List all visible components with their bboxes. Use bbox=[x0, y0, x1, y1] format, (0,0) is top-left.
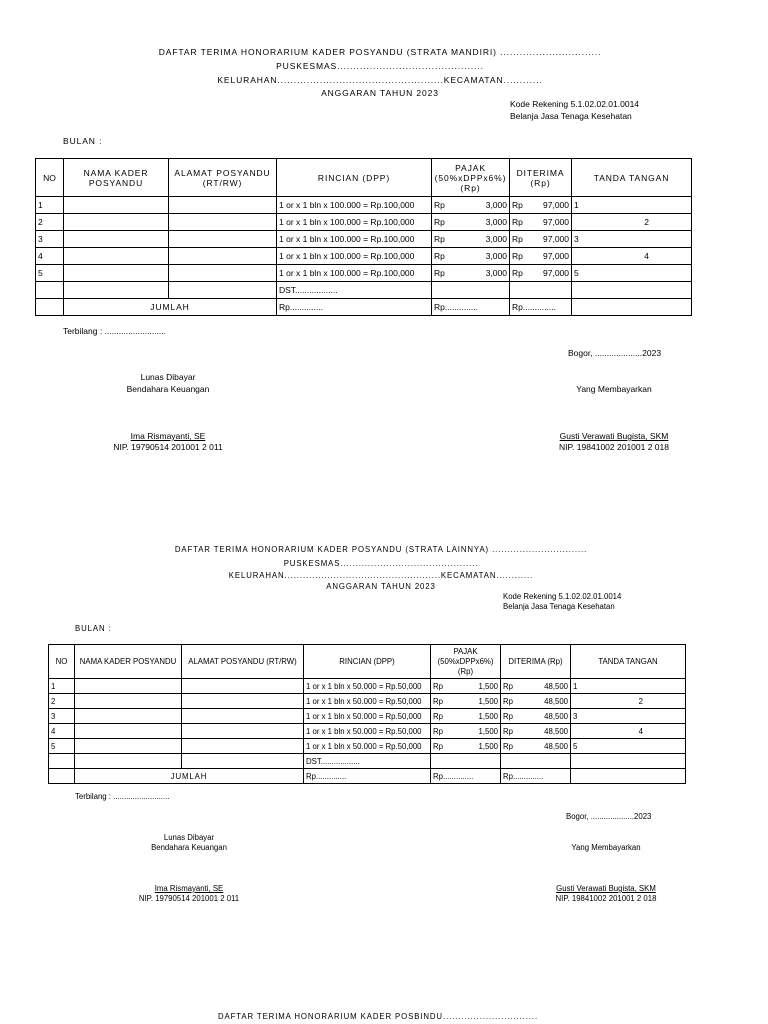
diterima-value: 97,000 bbox=[543, 251, 569, 261]
row-alamat[interactable] bbox=[169, 265, 277, 282]
row-no: 5 bbox=[49, 739, 75, 754]
ttd-right: 2 bbox=[638, 696, 643, 706]
row-diterima bbox=[510, 231, 572, 248]
doc2-sign-left-name: Ima Rismayanti, SE bbox=[154, 884, 224, 893]
header-alamat: ALAMAT POSYANDU (RT/RW) bbox=[169, 159, 277, 197]
doc2-puskesmas: PUSKESMAS............................................. bbox=[283, 559, 479, 568]
rp-label: Rp bbox=[512, 200, 523, 210]
row-nama[interactable] bbox=[75, 739, 182, 754]
jumlah-diterima: Rp.............. bbox=[501, 769, 571, 784]
jumlah-rincian: Rp.............. bbox=[277, 299, 432, 316]
rp-label: Rp bbox=[503, 696, 513, 706]
rp-label: Rp bbox=[503, 711, 513, 721]
empty-cell bbox=[510, 282, 572, 299]
row-ttd[interactable] bbox=[571, 679, 686, 694]
pajak-value: 3,000 bbox=[485, 217, 507, 227]
row-pajak bbox=[432, 231, 510, 248]
empty-cell bbox=[75, 754, 182, 769]
table-row-dst bbox=[36, 282, 692, 299]
table-row bbox=[49, 709, 686, 724]
row-rincian: 1 or x 1 bln x 50.000 = Rp.50,000 bbox=[304, 724, 431, 739]
empty-cell bbox=[572, 282, 692, 299]
empty-cell bbox=[49, 754, 75, 769]
row-nama[interactable] bbox=[64, 231, 169, 248]
jumlah-label: JUMLAH bbox=[75, 769, 304, 784]
row-alamat[interactable] bbox=[169, 248, 277, 265]
doc2-yang-membayarkan: Yang Membayarkan bbox=[571, 843, 641, 852]
table-row bbox=[49, 739, 686, 754]
rp-label: Rp bbox=[433, 726, 443, 736]
row-diterima bbox=[510, 197, 572, 214]
doc1-tanggal: Bogor, ....................2023 bbox=[568, 348, 662, 358]
doc1-sign-right-name: Gusti Verawati Bugista, SKM bbox=[559, 431, 669, 441]
diterima-value: 48,500 bbox=[544, 726, 568, 736]
ttd-left: 1 bbox=[574, 200, 579, 210]
header-tanda-tangan: TANDA TANGAN bbox=[571, 645, 686, 679]
doc2-table bbox=[48, 644, 686, 784]
row-nama[interactable] bbox=[64, 214, 169, 231]
row-alamat[interactable] bbox=[182, 679, 304, 694]
pajak-value: 3,000 bbox=[485, 234, 507, 244]
row-diterima bbox=[501, 724, 571, 739]
row-alamat[interactable] bbox=[169, 214, 277, 231]
row-rincian: 1 or x 1 bln x 100.000 = Rp.100,000 bbox=[277, 214, 432, 231]
row-pajak bbox=[432, 248, 510, 265]
empty-cell bbox=[49, 769, 75, 784]
header-nama: NAMA KADER POSYANDU bbox=[64, 159, 169, 197]
row-pajak bbox=[431, 724, 501, 739]
rp-label: Rp bbox=[434, 234, 445, 244]
row-rincian: 1 or x 1 bln x 100.000 = Rp.100,000 bbox=[277, 231, 432, 248]
header-rincian: RINCIAN (DPP) bbox=[277, 159, 432, 197]
pajak-value: 1,500 bbox=[478, 726, 498, 736]
doc2-sign-left-nip: NIP. 19790514 201001 2 011 bbox=[138, 894, 240, 903]
empty-cell bbox=[36, 282, 64, 299]
doc2-lunas: Lunas Dibayar bbox=[163, 833, 215, 842]
rp-label: Rp bbox=[512, 268, 523, 278]
row-ttd[interactable] bbox=[572, 265, 692, 282]
table-header-row bbox=[36, 159, 692, 197]
row-pajak bbox=[431, 694, 501, 709]
ttd-left: 5 bbox=[574, 268, 579, 278]
row-ttd[interactable] bbox=[571, 724, 686, 739]
row-pajak bbox=[431, 709, 501, 724]
row-alamat[interactable] bbox=[169, 197, 277, 214]
jumlah-rincian: Rp.............. bbox=[304, 769, 431, 784]
doc2-bendahara: Bendahara Keuangan bbox=[151, 843, 227, 852]
pajak-value: 3,000 bbox=[485, 251, 507, 261]
row-nama[interactable] bbox=[64, 248, 169, 265]
table-row bbox=[36, 231, 692, 248]
rp-label: Rp bbox=[512, 251, 523, 261]
header-nama: NAMA KADER POSYANDU bbox=[75, 645, 182, 679]
ttd-left: 5 bbox=[573, 741, 578, 751]
doc2-kode-rekening: Kode Rekening 5.1.02.02.01.0014 bbox=[503, 592, 622, 601]
doc2-title: DAFTAR TERIMA HONORARIUM KADER POSYANDU (STRATA LAINNYA) ............................... bbox=[174, 545, 588, 554]
doc1-kode-rekening: Kode Rekening 5.1.02.02.01.0014 bbox=[510, 99, 640, 109]
doc1-sign-right-nip: NIP. 19841002 201001 2 018 bbox=[559, 442, 669, 452]
empty-cell bbox=[431, 754, 501, 769]
rp-label: Rp bbox=[503, 681, 513, 691]
table-row bbox=[49, 724, 686, 739]
ttd-left: 1 bbox=[573, 681, 578, 691]
table-row bbox=[49, 679, 686, 694]
diterima-value: 97,000 bbox=[543, 200, 569, 210]
row-no: 5 bbox=[36, 265, 64, 282]
row-ttd[interactable] bbox=[571, 709, 686, 724]
doc1-bendahara: Bendahara Keuangan bbox=[126, 384, 210, 394]
row-pajak bbox=[431, 679, 501, 694]
row-ttd[interactable] bbox=[571, 739, 686, 754]
row-nama[interactable] bbox=[64, 265, 169, 282]
diterima-value: 97,000 bbox=[543, 268, 569, 278]
row-rincian: 1 or x 1 bln x 50.000 = Rp.50,000 bbox=[304, 679, 431, 694]
row-no: 1 bbox=[36, 197, 64, 214]
empty-cell bbox=[36, 299, 64, 316]
empty-cell bbox=[572, 299, 692, 316]
pajak-value: 1,500 bbox=[478, 681, 498, 691]
doc2-kelurahan: KELURAHAN...................................................KECAMATAN............ bbox=[228, 571, 534, 580]
row-diterima bbox=[501, 694, 571, 709]
ttd-right: 4 bbox=[638, 726, 643, 736]
row-no: 4 bbox=[36, 248, 64, 265]
row-dst: DST.................. bbox=[304, 754, 431, 769]
diterima-value: 48,500 bbox=[544, 681, 568, 691]
empty-cell bbox=[501, 754, 571, 769]
doc1-anggaran: ANGGARAN TAHUN 2023 bbox=[321, 88, 439, 98]
rp-label: Rp bbox=[434, 268, 445, 278]
row-no: 4 bbox=[49, 724, 75, 739]
row-no: 2 bbox=[49, 694, 75, 709]
header-no: NO bbox=[36, 159, 64, 197]
pajak-value: 1,500 bbox=[478, 711, 498, 721]
row-pajak bbox=[431, 739, 501, 754]
row-diterima bbox=[510, 265, 572, 282]
row-pajak bbox=[432, 265, 510, 282]
row-pajak bbox=[432, 197, 510, 214]
header-alamat: ALAMAT POSYANDU (RT/RW) bbox=[182, 645, 304, 679]
rp-label: Rp bbox=[433, 711, 443, 721]
diterima-value: 97,000 bbox=[543, 217, 569, 227]
table-header-row bbox=[49, 645, 686, 679]
empty-cell bbox=[169, 282, 277, 299]
row-alamat[interactable] bbox=[182, 739, 304, 754]
doc2-anggaran: ANGGARAN TAHUN 2023 bbox=[326, 582, 436, 591]
table-row-jumlah bbox=[49, 769, 686, 784]
header-rincian: RINCIAN (DPP) bbox=[304, 645, 431, 679]
row-ttd[interactable] bbox=[572, 248, 692, 265]
rp-label: Rp bbox=[434, 251, 445, 261]
ttd-right: 2 bbox=[644, 217, 649, 227]
row-diterima bbox=[501, 739, 571, 754]
doc2-terbilang: Terbilang : .......................... bbox=[75, 792, 170, 801]
jumlah-diterima: Rp.............. bbox=[510, 299, 572, 316]
row-alamat[interactable] bbox=[182, 694, 304, 709]
diterima-value: 48,500 bbox=[544, 696, 568, 706]
doc1-terbilang: Terbilang : .......................... bbox=[63, 326, 166, 336]
empty-cell bbox=[432, 282, 510, 299]
rp-label: Rp bbox=[512, 217, 523, 227]
row-nama[interactable] bbox=[75, 709, 182, 724]
doc1-bulan: BULAN : bbox=[63, 136, 103, 146]
row-rincian: 1 or x 1 bln x 100.000 = Rp.100,000 bbox=[277, 265, 432, 282]
diterima-value: 48,500 bbox=[544, 711, 568, 721]
row-alamat[interactable] bbox=[182, 709, 304, 724]
row-ttd[interactable] bbox=[571, 694, 686, 709]
row-rincian: 1 or x 1 bln x 50.000 = Rp.50,000 bbox=[304, 694, 431, 709]
pajak-value: 1,500 bbox=[478, 696, 498, 706]
row-nama[interactable] bbox=[64, 197, 169, 214]
rp-label: Rp bbox=[433, 696, 443, 706]
jumlah-label: JUMLAH bbox=[64, 299, 277, 316]
row-diterima bbox=[510, 214, 572, 231]
rp-label: Rp bbox=[434, 217, 445, 227]
pajak-value: 1,500 bbox=[478, 741, 498, 751]
rp-label: Rp bbox=[503, 741, 513, 751]
doc1-puskesmas: PUSKESMAS............................................. bbox=[276, 61, 484, 71]
header-tanda-tangan: TANDA TANGAN bbox=[572, 159, 692, 197]
header-pajak: PAJAK (50%xDPPx6%) (Rp) bbox=[431, 645, 501, 679]
table-row bbox=[36, 214, 692, 231]
row-nama[interactable] bbox=[75, 679, 182, 694]
row-rincian: 1 or x 1 bln x 50.000 = Rp.50,000 bbox=[304, 709, 431, 724]
diterima-value: 48,500 bbox=[544, 741, 568, 751]
diterima-value: 97,000 bbox=[543, 234, 569, 244]
ttd-right: 4 bbox=[644, 251, 649, 261]
pajak-value: 3,000 bbox=[485, 268, 507, 278]
doc1-title: DAFTAR TERIMA HONORARIUM KADER POSYANDU (STRATA MANDIRI) ............................... bbox=[158, 47, 602, 57]
jumlah-pajak: Rp.............. bbox=[431, 769, 501, 784]
table-row bbox=[36, 197, 692, 214]
row-nama[interactable] bbox=[75, 724, 182, 739]
table-row bbox=[36, 265, 692, 282]
header-pajak: PAJAK (50%xDPPx6%) (Rp) bbox=[432, 159, 510, 197]
doc1-table bbox=[35, 158, 692, 316]
empty-cell bbox=[571, 754, 686, 769]
row-nama[interactable] bbox=[75, 694, 182, 709]
doc1-sign-left-name: Ima Rismayanti, SE bbox=[130, 431, 206, 441]
row-no: 3 bbox=[49, 709, 75, 724]
row-ttd[interactable] bbox=[572, 231, 692, 248]
doc2-bulan: BULAN : bbox=[75, 624, 112, 633]
row-ttd[interactable] bbox=[572, 197, 692, 214]
table-row bbox=[36, 248, 692, 265]
pajak-value: 3,000 bbox=[485, 200, 507, 210]
ttd-left: 3 bbox=[574, 234, 579, 244]
row-rincian: 1 or x 1 bln x 100.000 = Rp.100,000 bbox=[277, 197, 432, 214]
rp-label: Rp bbox=[434, 200, 445, 210]
table-row-jumlah bbox=[36, 299, 692, 316]
header-diterima: DITERIMA (Rp) bbox=[510, 159, 572, 197]
row-ttd[interactable] bbox=[572, 214, 692, 231]
doc1-kelurahan: KELURAHAN...................................................KECAMATAN............ bbox=[217, 75, 543, 85]
doc1-lunas: Lunas Dibayar bbox=[140, 372, 196, 382]
row-alamat[interactable] bbox=[182, 724, 304, 739]
empty-cell bbox=[64, 282, 169, 299]
row-dst: DST.................. bbox=[277, 282, 432, 299]
doc2-tanggal: Bogor, ....................2023 bbox=[566, 812, 652, 821]
row-alamat[interactable] bbox=[169, 231, 277, 248]
empty-cell bbox=[182, 754, 304, 769]
ttd-left: 3 bbox=[573, 711, 578, 721]
jumlah-pajak: Rp.............. bbox=[432, 299, 510, 316]
row-rincian: 1 or x 1 bln x 100.000 = Rp.100,000 bbox=[277, 248, 432, 265]
rp-label: Rp bbox=[433, 681, 443, 691]
header-no: NO bbox=[49, 645, 75, 679]
header-diterima: DITERIMA (Rp) bbox=[501, 645, 571, 679]
rp-label: Rp bbox=[503, 726, 513, 736]
rp-label: Rp bbox=[512, 234, 523, 244]
table-row bbox=[49, 694, 686, 709]
row-no: 3 bbox=[36, 231, 64, 248]
doc1-yang-membayarkan: Yang Membayarkan bbox=[576, 384, 652, 394]
row-pajak bbox=[432, 214, 510, 231]
doc1-sign-left-nip: NIP. 19790514 201001 2 011 bbox=[113, 442, 223, 452]
row-diterima bbox=[501, 679, 571, 694]
row-diterima bbox=[510, 248, 572, 265]
empty-cell bbox=[571, 769, 686, 784]
doc2-sign-right-name: Gusti Verawati Bugista, SKM bbox=[556, 884, 656, 893]
doc3-title: DAFTAR TERIMA HONORARIUM KADER POSBINDU............................... bbox=[217, 1012, 539, 1021]
doc2-sign-right-nip: NIP. 19841002 201001 2 018 bbox=[555, 894, 657, 903]
doc1-belanja: Belanja Jasa Tenaga Kesehatan bbox=[510, 111, 632, 121]
table-row-dst bbox=[49, 754, 686, 769]
row-no: 2 bbox=[36, 214, 64, 231]
rp-label: Rp bbox=[433, 741, 443, 751]
row-rincian: 1 or x 1 bln x 50.000 = Rp.50,000 bbox=[304, 739, 431, 754]
row-no: 1 bbox=[49, 679, 75, 694]
row-diterima bbox=[501, 709, 571, 724]
doc2-belanja: Belanja Jasa Tenaga Kesehatan bbox=[503, 602, 615, 611]
